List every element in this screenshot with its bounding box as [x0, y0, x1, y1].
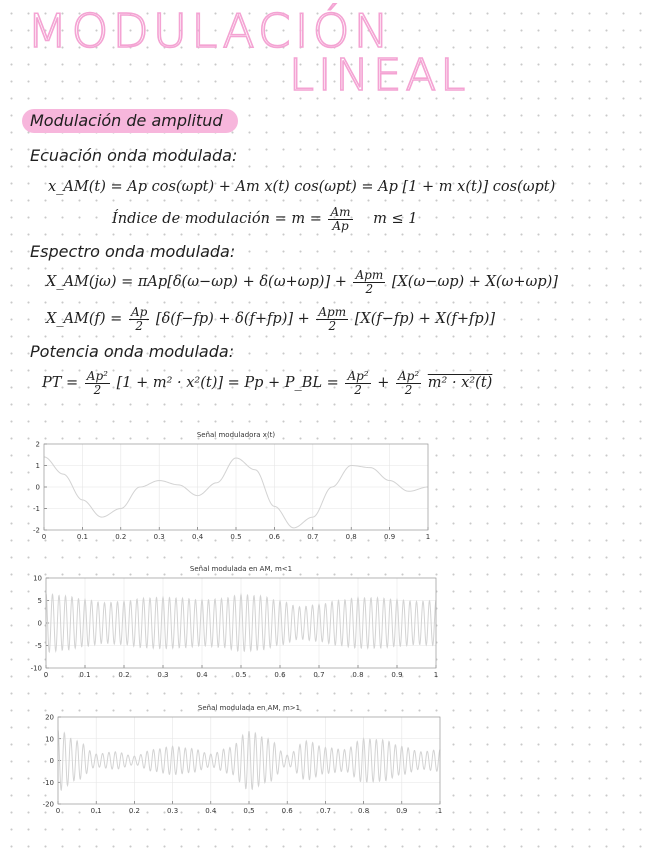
power-den3: 2 [404, 382, 413, 397]
mod-index-cond: m ≤ 1 [373, 211, 418, 228]
y-tick-label: 10 [45, 735, 54, 744]
y-tick-label: -20 [42, 800, 54, 809]
y-tick-label: 1 [35, 462, 40, 470]
y-tick-label: -5 [35, 642, 42, 650]
y-tick-label: -1 [33, 505, 40, 513]
x-tick-label: 0.6 [274, 671, 286, 679]
x-tick-label: 0.5 [235, 671, 247, 679]
power-num2: Ap² [347, 369, 369, 383]
power-b: [1 + m² · x²(t)] = Pp + P_BL = [116, 375, 339, 392]
x-tick-label: 0.4 [192, 533, 204, 541]
x-tick-label: 0.1 [79, 671, 91, 679]
x-tick-label: 0.7 [319, 807, 331, 815]
x-tick-label: 0.2 [115, 533, 127, 541]
power-den1: 2 [93, 382, 102, 397]
spectrum-f-den1: 2 [135, 318, 143, 333]
mod-index-num: Am [330, 205, 351, 219]
power-equation [42, 370, 492, 396]
spectrum-f-b: [δ(f−fp) + δ(f+fp)] + [155, 311, 310, 328]
page-title-line2: LINEAL [289, 50, 470, 101]
spectrum-f-fraction2 [316, 306, 348, 332]
spectrum-w-a: X_AM(jω) = πAp[δ(ω−ωp) + δ(ω+ωp)] + [46, 274, 347, 291]
am-equation: x_AM(t) = Ap cos(ωpt) + Am x(t) cos(ωpt) = Ap [1 + m x(t)] cos(ωpt) [48, 179, 556, 195]
power-plus: + [377, 375, 390, 392]
x-tick-label: 0.9 [396, 807, 408, 815]
x-tick-label: 0.3 [157, 671, 169, 679]
x-tick-label: 1 [425, 533, 431, 541]
power-a: PT = [42, 375, 79, 392]
power-den2: 2 [354, 382, 362, 397]
spectrum-f-den2: 2 [328, 318, 337, 333]
x-tick-label: 0.6 [281, 807, 293, 815]
y-tick-label: 2 [35, 440, 40, 449]
spectrum-f-num1: Ap [130, 305, 148, 319]
spectrum-w-b: [X(ω−ωp) + X(ω+ωp)] [391, 274, 558, 291]
x-tick-label: 0.5 [230, 533, 242, 541]
x-tick-label: 1 [437, 807, 443, 815]
equation-label: Ecuación onda modulada: [30, 146, 238, 165]
spectrum-w-fraction [353, 269, 385, 295]
modulation-index [112, 206, 417, 232]
x-tick-label: 0.2 [128, 807, 140, 815]
y-tick-label: 20 [45, 713, 54, 722]
x-tick-label: 0 [41, 533, 47, 541]
x-tick-label: 0.2 [118, 671, 130, 679]
y-tick-label: -10 [30, 664, 42, 673]
spectrum-w-num: Apm [355, 268, 384, 282]
x-tick-label: 0 [55, 807, 61, 815]
x-tick-label: 0.9 [384, 533, 396, 541]
power-c: m² · x²(t) [427, 375, 493, 392]
y-tick-label: 5 [37, 597, 42, 605]
y-tick-label: 0 [35, 483, 40, 492]
x-tick-label: 0.1 [90, 807, 102, 815]
y-tick-label: 0 [49, 757, 54, 765]
x-tick-label: 0.1 [76, 533, 88, 541]
power-num1: Ap² [86, 369, 108, 383]
y-tick-label: -2 [33, 526, 40, 535]
x-tick-label: 0.5 [243, 807, 255, 815]
spectrum-f-equation [46, 306, 495, 332]
mod-index-den: Ap [332, 218, 349, 233]
chart-title: Señal modulada en AM, m>1 [197, 704, 301, 712]
chart-title: Señal modulada en AM, m<1 [189, 565, 293, 573]
modulating-signal-chart [0, 428, 656, 544]
x-tick-label: 0.8 [352, 671, 364, 679]
am-signal-m-greater-1-chart [0, 701, 656, 817]
power-fraction3 [396, 370, 421, 396]
power-fraction1 [85, 370, 110, 396]
spectrum-f-fraction1 [129, 306, 149, 332]
x-tick-label: 0.6 [268, 533, 280, 541]
x-tick-label: 0.4 [205, 807, 217, 815]
spectrum-f-num2: Apm [318, 305, 347, 319]
mod-index-label: Índice de modulación = [112, 211, 287, 228]
x-tick-label: 0.8 [345, 533, 357, 541]
y-tick-label: 10 [33, 574, 42, 583]
x-tick-label: 0.3 [153, 533, 165, 541]
chart-title: Señal moduladora x(t) [196, 431, 276, 439]
spectrum-w-den: 2 [365, 281, 374, 296]
spectrum-f-c: [X(f−fp) + X(f+fp)] [354, 311, 496, 328]
section-heading: Modulación de amplitud [30, 111, 223, 130]
x-tick-label: 0.9 [391, 671, 403, 679]
spectrum-omega-equation [46, 269, 558, 295]
x-tick-label: 1 [433, 671, 439, 679]
x-tick-label: 0.4 [196, 671, 208, 679]
spectrum-label: Espectro onda modulada: [30, 242, 236, 261]
power-label: Potencia onda modulada: [30, 342, 235, 361]
x-tick-label: 0.7 [307, 533, 319, 541]
x-tick-label: 0 [43, 671, 49, 679]
spectrum-f-a: X_AM(f) = [46, 311, 123, 328]
page-title-line1: MODULACIÓN [27, 4, 393, 58]
x-tick-label: 0.8 [358, 807, 370, 815]
y-tick-label: -10 [42, 778, 54, 787]
power-fraction2 [345, 370, 370, 396]
am-signal-m-less-1-chart [0, 562, 656, 678]
mod-index-fraction [328, 206, 352, 232]
mod-index-lhs: m = [291, 211, 322, 228]
power-num3: Ap² [398, 369, 420, 383]
x-tick-label: 0.7 [313, 671, 325, 679]
x-tick-label: 0.3 [167, 807, 179, 815]
y-tick-label: 0 [37, 619, 42, 628]
